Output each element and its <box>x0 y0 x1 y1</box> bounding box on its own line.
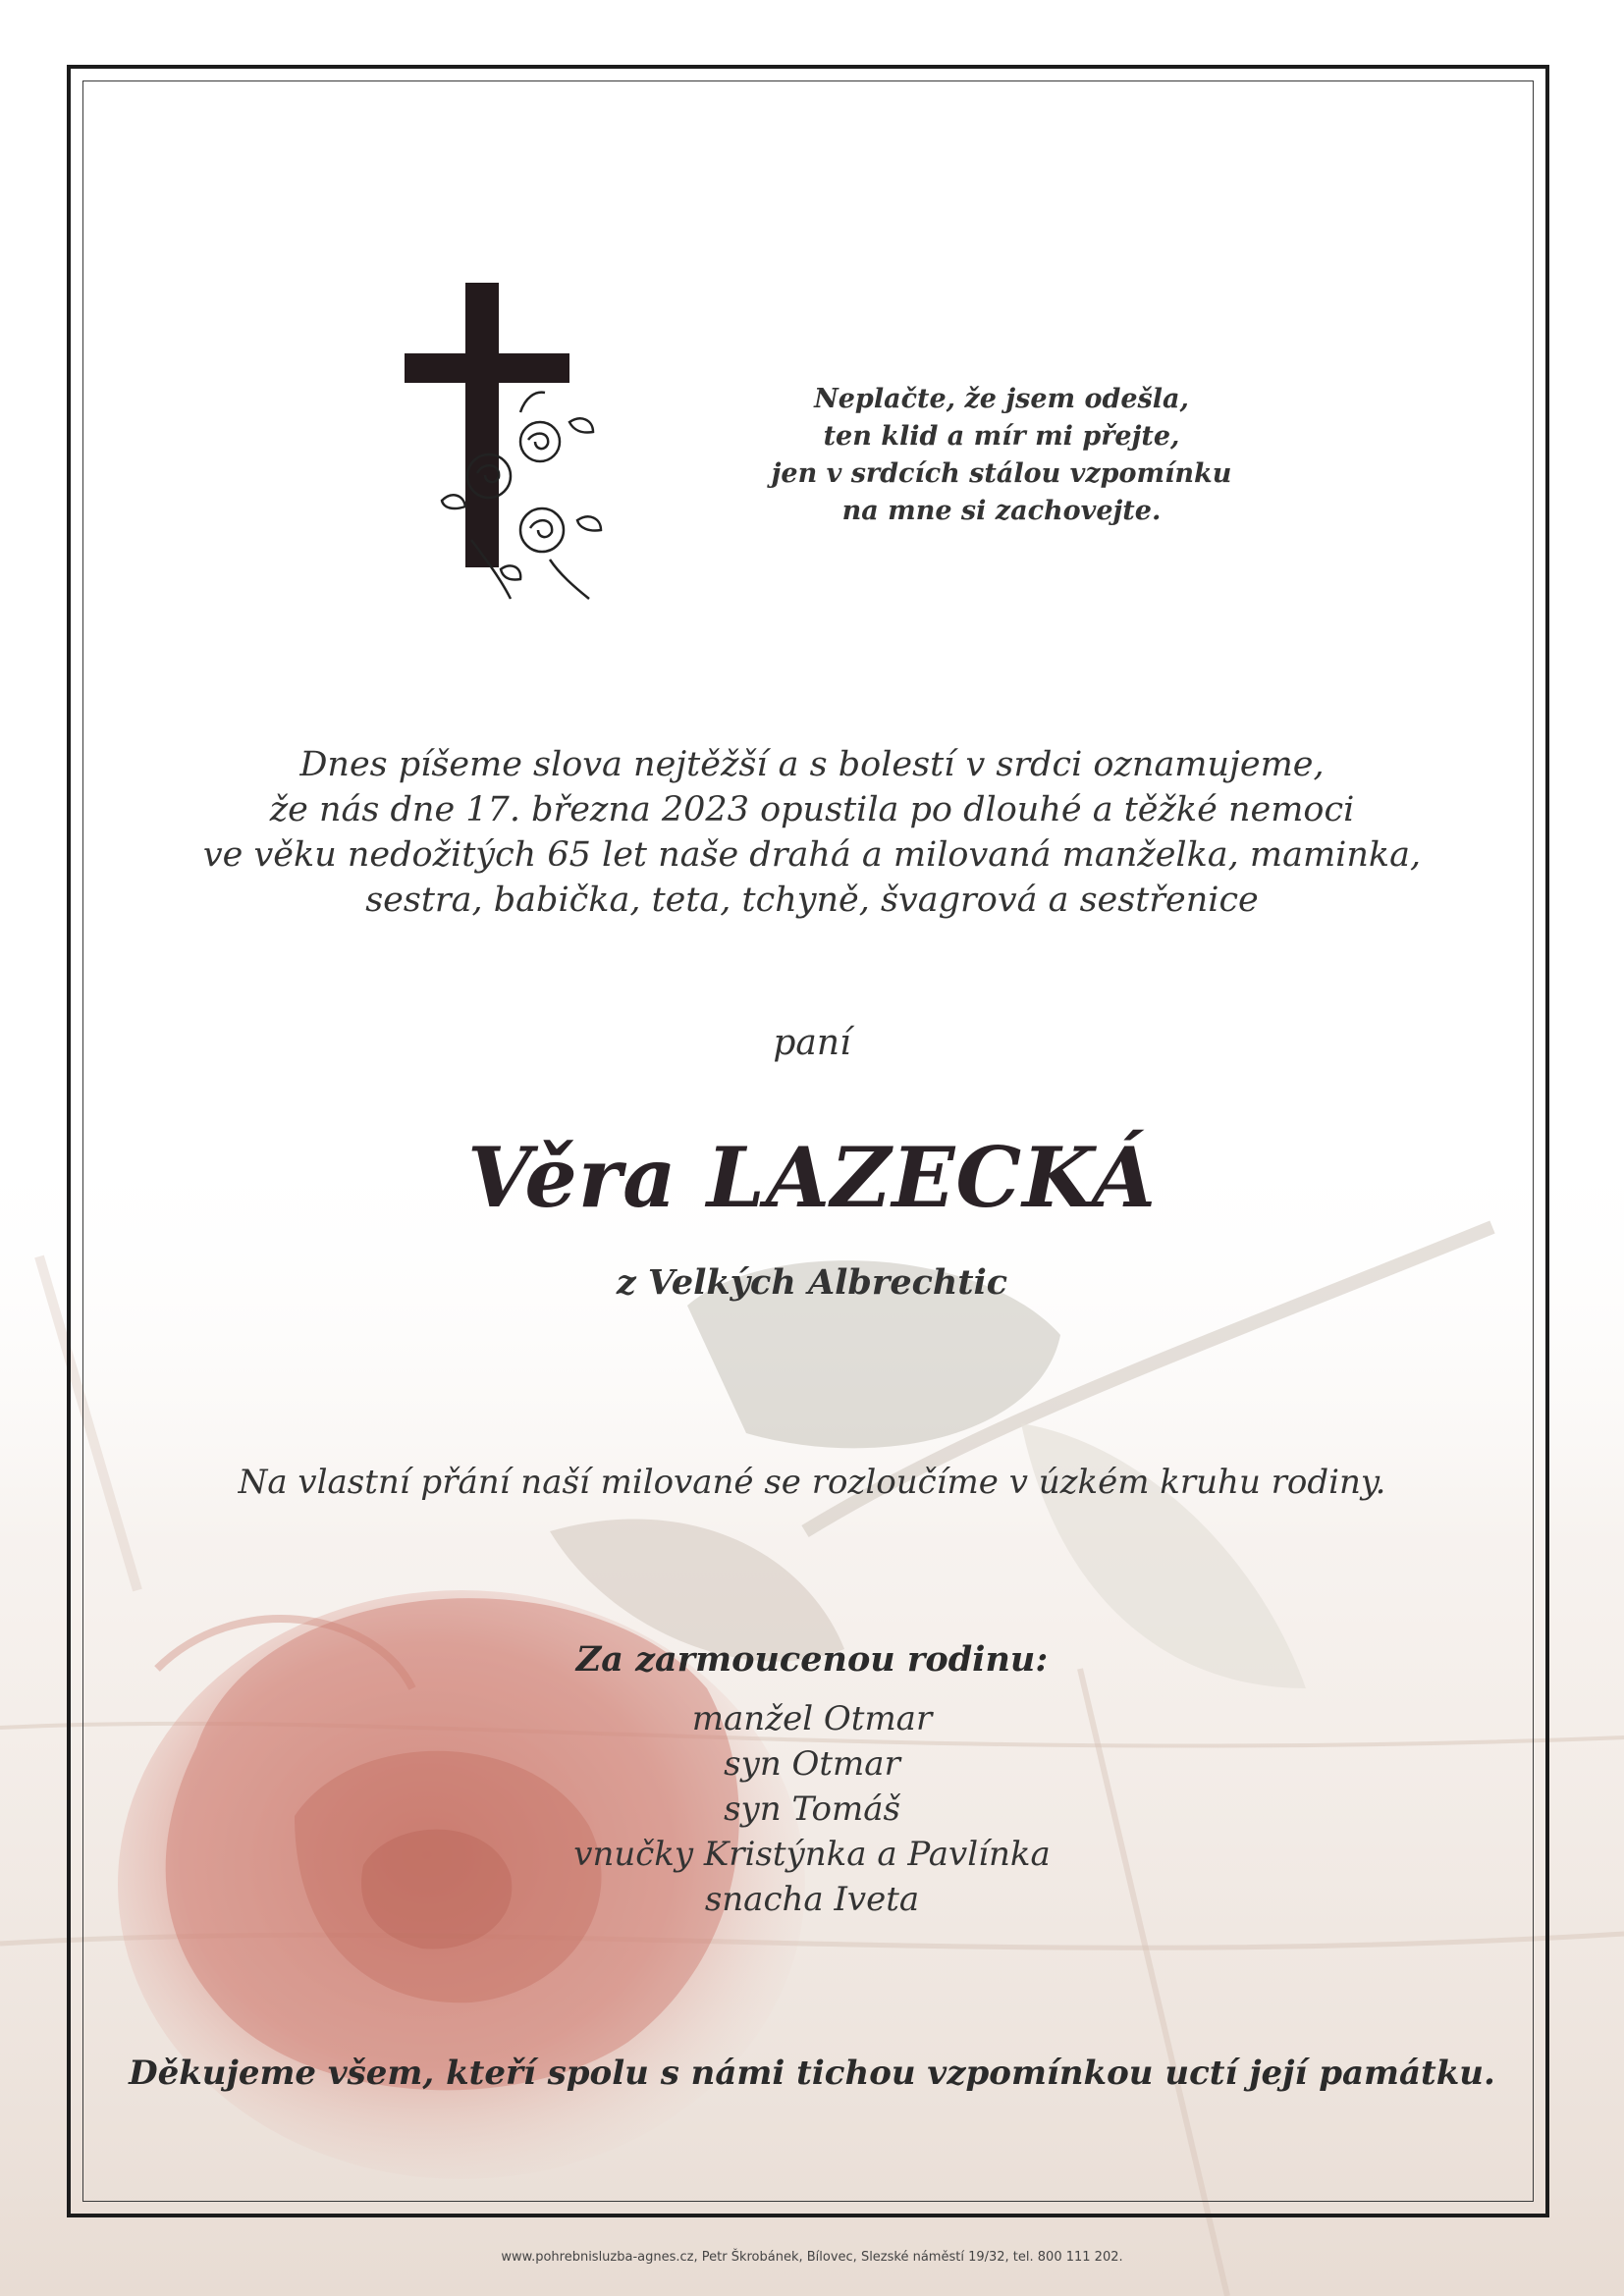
deceased-name: Věra LAZECKÁ <box>466 1129 1158 1226</box>
poem-line: jen v srdcích stálou vzpomínku <box>771 458 1232 489</box>
family-member: snacha Iveta <box>704 1880 920 1919</box>
announcement-line: že nás dne 17. března 2023 opustila po dlouhé a těžké nemoci <box>269 790 1355 829</box>
poem-line: Neplačte, že jsem odešla, <box>814 384 1189 414</box>
family-heading: Za zarmoucenou rodinu: <box>575 1639 1049 1680</box>
announcement-line: ve věku nedožitých 65 let naše drahá a milovaná manželka, maminka, <box>202 835 1422 875</box>
poem-line: ten klid a mír mi přejte, <box>823 421 1180 452</box>
funeral-service-footer: www.pohrebnisluzba-agnes.cz, Petr Škrobánek, Bílovec, Slezské náměstí 19/32, tel. 800 111 202. <box>501 2250 1123 2265</box>
family-member: syn Tomáš <box>724 1789 900 1829</box>
memorial-poem <box>746 381 1257 530</box>
deceased-origin: z Velkých Albrechtic <box>616 1262 1008 1303</box>
funeral-wish: Na vlastní přání naší milované se rozloučíme v úzkém kruhu rodiny. <box>238 1463 1386 1502</box>
family-member: manžel Otmar <box>691 1699 933 1738</box>
family-member: syn Otmar <box>724 1744 900 1784</box>
poem-line: na mne si zachovejte. <box>841 496 1162 526</box>
deceased-title: paní <box>773 1023 851 1063</box>
family-member: vnučky Kristýnka a Pavlínka <box>573 1835 1051 1874</box>
death-announcement <box>147 742 1477 923</box>
announcement-line: sestra, babička, teta, tchyně, švagrová a sestřenice <box>365 881 1259 920</box>
thanks-message: Děkujeme všem, kteří spolu s námi tichou vzpomínkou uctí její památku. <box>129 2054 1495 2093</box>
family-list <box>0 1696 1624 1922</box>
announcement-line: Dnes píšeme slova nejtěžší a s bolestí v srdci oznamujeme, <box>299 745 1325 784</box>
cross-with-roses-icon <box>393 275 619 609</box>
